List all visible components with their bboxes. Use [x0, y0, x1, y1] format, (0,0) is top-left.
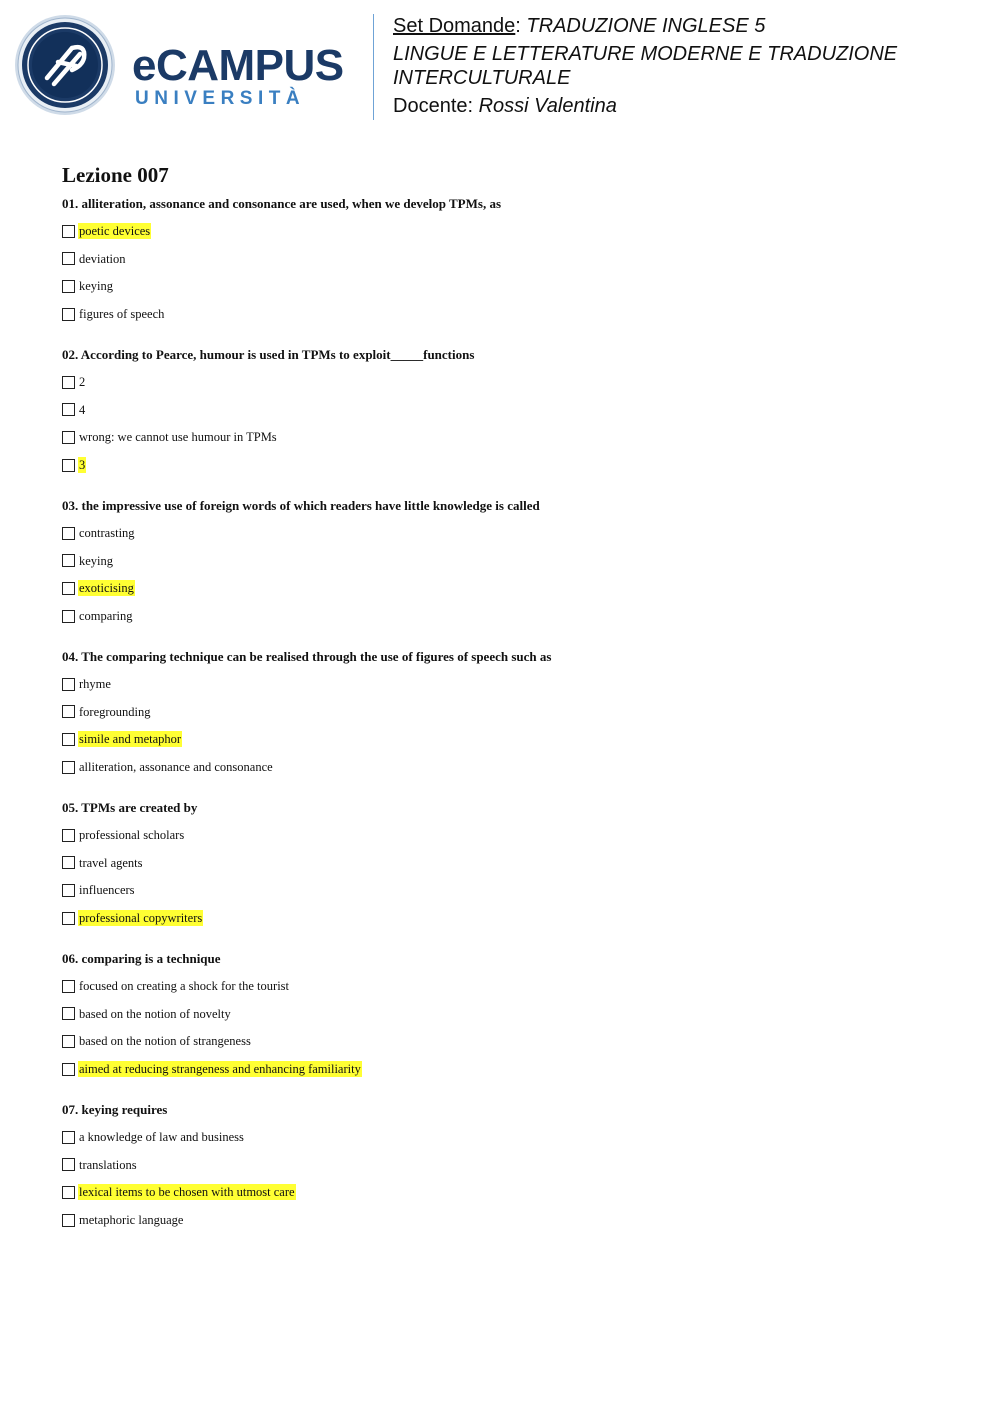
university-seal-icon: [14, 14, 116, 116]
question-block: [62, 950, 962, 1090]
checkbox[interactable]: [62, 225, 75, 238]
answer-option[interactable]: [62, 1005, 232, 1023]
answer-option[interactable]: [62, 909, 203, 927]
header-divider: [373, 14, 374, 120]
checkbox[interactable]: [62, 678, 75, 691]
logo-text: eCAMPUS: [132, 41, 344, 90]
answer-text: influencers: [79, 883, 135, 898]
degree-line-1: LINGUE E LETTERATURE MODERNE E TRADUZIONE: [393, 43, 898, 65]
answer-option[interactable]: [62, 1211, 184, 1229]
question-block: [62, 799, 962, 939]
correct-answer-text: exoticising: [79, 581, 134, 596]
answer-option[interactable]: [62, 401, 86, 419]
answer-option[interactable]: [62, 1156, 138, 1174]
checkbox[interactable]: [62, 829, 75, 842]
lesson-title: Lezione 007: [62, 163, 169, 187]
question-title: 06. comparing is a technique: [62, 951, 221, 966]
checkbox[interactable]: [62, 459, 75, 472]
answer-option[interactable]: [62, 250, 127, 268]
checkbox[interactable]: [62, 705, 75, 718]
answer-option[interactable]: [62, 456, 86, 474]
answer-text: 4: [79, 402, 86, 417]
question-block: [62, 497, 962, 637]
checkbox[interactable]: [62, 761, 75, 774]
answer-text: keying: [79, 553, 114, 568]
answer-option[interactable]: [62, 428, 278, 446]
answer-text: figures of speech: [79, 307, 165, 322]
answer-option[interactable]: [62, 373, 86, 391]
answer-option[interactable]: [62, 1183, 296, 1201]
answer-text: based on the notion of novelty: [79, 1006, 231, 1021]
teacher-line: [393, 94, 983, 118]
checkbox[interactable]: [62, 1035, 75, 1048]
checkbox[interactable]: [62, 1186, 75, 1199]
question-title: 01. alliteration, assonance and consonance are used, when we develop TPMs, as: [62, 196, 502, 211]
question-block: [62, 195, 962, 335]
page-header: [0, 0, 1000, 140]
answer-option[interactable]: [62, 524, 136, 542]
question-title: 07. keying requires: [62, 1102, 168, 1117]
checkbox[interactable]: [62, 280, 75, 293]
answer-text: metaphoric language: [79, 1213, 184, 1228]
answer-option[interactable]: [62, 579, 135, 597]
answer-text: based on the notion of strangeness: [79, 1034, 251, 1049]
answer-option[interactable]: [62, 826, 185, 844]
answer-text: wrong: we cannot use humour in TPMs: [79, 430, 277, 445]
answer-option[interactable]: [62, 758, 274, 776]
answer-text: contrasting: [79, 526, 135, 540]
question-title: 04. The comparing technique can be realised through the use of figures of speech such as: [62, 649, 552, 664]
answer-option[interactable]: [62, 730, 182, 748]
checkbox[interactable]: [62, 376, 75, 389]
checkbox[interactable]: [62, 912, 75, 925]
correct-answer-text: simile and metaphor: [79, 732, 182, 747]
checkbox[interactable]: [62, 527, 75, 540]
answer-option[interactable]: [62, 607, 133, 625]
answer-text: alliteration, assonance and consonance: [79, 760, 273, 775]
logo-subtext: UNIVERSITÀ: [135, 88, 306, 109]
checkbox[interactable]: [62, 252, 75, 265]
answer-text: keying: [79, 279, 114, 294]
answer-option[interactable]: [62, 277, 114, 295]
checkbox[interactable]: [62, 1131, 75, 1144]
answer-option[interactable]: [62, 305, 165, 323]
answer-text: rhyme: [79, 677, 111, 691]
checkbox[interactable]: [62, 308, 75, 321]
checkbox[interactable]: [62, 1214, 75, 1227]
answer-text: a knowledge of law and business: [79, 1130, 244, 1144]
set-line: [393, 14, 983, 38]
teacher-name: Rossi Valentina: [478, 95, 617, 117]
answer-option[interactable]: [62, 552, 114, 570]
answer-option[interactable]: [62, 1032, 252, 1050]
correct-answer-text: poetic devices: [79, 224, 151, 238]
answer-option[interactable]: [62, 977, 290, 995]
checkbox[interactable]: [62, 403, 75, 416]
question-title: 02. According to Pearce, humour is used in TPMs to exploit_____functions: [62, 347, 475, 362]
question-block: [62, 346, 962, 486]
correct-answer-text: aimed at reducing strangeness and enhancing familiarity: [79, 1062, 361, 1077]
answer-option[interactable]: [62, 854, 144, 872]
checkbox[interactable]: [62, 582, 75, 595]
question-title: 03. the impressive use of foreign words of which readers have little knowledge is called: [62, 498, 540, 513]
answer-option[interactable]: [62, 881, 136, 899]
checkbox[interactable]: [62, 1063, 75, 1076]
set-label: Set Domande: [393, 15, 516, 37]
answer-option[interactable]: [62, 703, 152, 721]
correct-answer-text: professional copywriters: [79, 911, 203, 926]
checkbox[interactable]: [62, 856, 75, 869]
checkbox[interactable]: [62, 554, 75, 567]
answer-text: 2: [79, 375, 86, 389]
set-colon: :: [515, 15, 521, 37]
question-block: [62, 648, 962, 788]
question-block: [62, 1101, 962, 1241]
checkbox[interactable]: [62, 733, 75, 746]
answer-text: professional scholars: [79, 828, 185, 842]
answer-text: translations: [79, 1157, 137, 1172]
answer-text: travel agents: [79, 855, 143, 870]
answer-text: focused on creating a shock for the tourist: [79, 979, 290, 993]
header-info: [393, 14, 983, 118]
checkbox[interactable]: [62, 1158, 75, 1171]
checkbox[interactable]: [62, 1007, 75, 1020]
answer-option[interactable]: [62, 222, 151, 240]
answer-text: comparing: [79, 609, 133, 624]
checkbox[interactable]: [62, 610, 75, 623]
correct-answer-text: 3: [79, 458, 86, 473]
checkbox[interactable]: [62, 980, 75, 993]
answer-text: deviation: [79, 251, 126, 266]
correct-answer-text: lexical items to be chosen with utmost care: [79, 1185, 295, 1200]
teacher-label: Docente:: [393, 95, 479, 117]
course-title: TRADUZIONE INGLESE 5: [526, 15, 766, 37]
answer-option[interactable]: [62, 1060, 362, 1078]
answer-option[interactable]: [62, 675, 112, 693]
ecampus-logo: [132, 41, 358, 114]
degree-line-2: INTERCULTURALE: [393, 67, 571, 89]
checkbox[interactable]: [62, 431, 75, 444]
answer-option[interactable]: [62, 1128, 245, 1146]
answer-text: foregrounding: [79, 704, 151, 719]
checkbox[interactable]: [62, 884, 75, 897]
question-title: 05. TPMs are created by: [62, 800, 198, 815]
